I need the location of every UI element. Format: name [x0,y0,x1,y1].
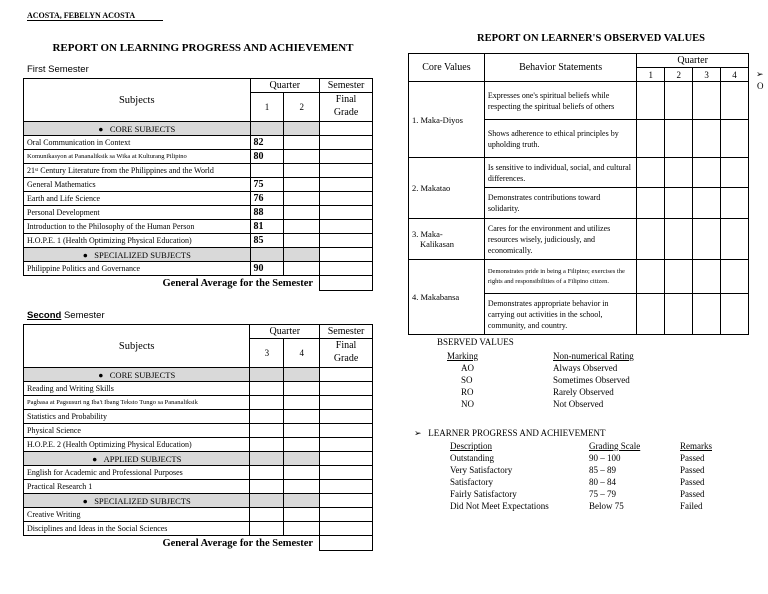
list-item: Fairly Satisfactory 75 – 79 Passed [450,489,705,499]
observed-values-legend [447,350,673,410]
applied-subjects-label: ● APPLIED SUBJECTS [24,452,250,466]
table-row: 1. Maka-Diyos Expresses one's spiritual beliefs while respecting the spiritual beliefs of others [409,82,749,120]
quarter-1-header: 1 [637,68,665,82]
list-item: Did Not Meet Expectations Below 75 Failed [450,501,703,511]
core-value-maka-diyos: 1. Maka-Diyos [409,82,485,158]
core-value-makabansa: 4. Makabansa [409,260,485,335]
table-row: 3. Maka- Kalikasan Cares for the environment and utilizes resources wisely, judiciously, and economically. [409,219,749,260]
table-row: Earth and Life Science 76 [24,192,373,206]
observed-values-table [408,53,749,335]
values-report-title: REPORT ON LEARNER'S OBSERVED VALUES [477,33,705,44]
second-semester-label: Second Semester [27,310,105,321]
first-semester-table [23,78,373,291]
quarter-3-header: 3 [250,339,284,368]
cut-off-arrow: ➢ [756,69,764,79]
observed-values-legend-title: BSERVED VALUES [437,337,514,347]
grading-scale-header: Grading Scale [589,441,641,451]
bullet-arrow-icon: ➢ [414,428,422,438]
core-subjects-label: ● CORE SUBJECTS [24,122,251,136]
marking-header: Marking [447,351,478,361]
table-row: Demonstrates contributions toward solidarity. [409,188,749,219]
core-value-maka-kalikasan: 3. Maka- Kalikasan [409,219,485,260]
general-average-value [320,276,373,291]
behavior-statements-header: Behavior Statements [484,54,636,82]
table-row: Creative Writing [24,508,373,522]
cut-off-letter: O [757,81,764,91]
semester-header: Semester [320,325,373,339]
general-average-label: General Average for the Semester [162,537,314,549]
table-row: Reading and Writing Skills [24,382,373,396]
student-name: ACOSTA, FEBELYN ACOSTA [27,11,163,21]
quarter-4-header: 4 [284,339,320,368]
final-grade-header: Final Grade [320,93,373,122]
table-row: Komunikasyon at Pananaliksik sa Wika at Kulturang Pilipino 80 [24,150,373,164]
table-row: English for Academic and Professional Purposes [24,466,373,480]
list-item: SO Sometimes Observed [461,375,630,385]
rating-header: Non-numerical Rating [553,351,634,361]
table-row: Demonstrates appropriate behavior in carrying out activities in the school, community, and country. [409,294,749,335]
general-average-label: General Average for the Semester [162,277,314,289]
core-subjects-label: ● CORE SUBJECTS [24,368,250,382]
progress-report-title: REPORT ON LEARNING PROGRESS AND ACHIEVEMENT [52,42,354,54]
specialized-subjects-label: ● SPECIALIZED SUBJECTS [24,494,250,508]
table-row: H.O.P.E. 2 (Health Optimizing Physical Education) [24,438,373,452]
description-header: Description [450,441,492,451]
table-row: Oral Communication in Context 82 [24,136,373,150]
achievement-legend [450,440,740,512]
remarks-header: Remarks [680,441,712,451]
quarter-1-header: 1 [250,93,284,122]
table-row: H.O.P.E. 1 (Health Optimizing Physical Education) 85 [24,234,373,248]
quarter-2-header: 2 [665,68,693,82]
table-row: 4. Makabansa Demonstrates pride in being a Filipino; exercises the rights and responsibilities of a Filipino citizen. [409,260,749,294]
subjects-header: Subjects [24,325,250,368]
table-row: Philippine Politics and Governance 90 [24,262,373,276]
list-item: Outstanding 90 – 100 Passed [450,453,705,463]
table-row: Shows adherence to ethical principles by upholding truth. [409,120,749,158]
general-average-value [320,536,373,551]
first-semester-label: First Semester [27,64,89,75]
quarter-header: Quarter [250,79,320,93]
subjects-header: Subjects [24,79,251,122]
table-row: General Mathematics 75 [24,178,373,192]
final-grade-header: Final Grade [320,339,373,368]
quarter-3-header: 3 [693,68,721,82]
list-item: AO Always Observed [461,363,618,373]
table-row: 2. Makatao Is sensitive to individual, social, and cultural differences. [409,158,749,188]
table-row: Statistics and Probability [24,410,373,424]
quarter-header: Quarter [250,325,320,339]
table-row: Introduction to the Philosophy of the Human Person 81 [24,220,373,234]
table-row: Practical Research 1 [24,480,373,494]
specialized-subjects-label: ● SPECIALIZED SUBJECTS [24,248,251,262]
achievement-legend-title: ➢ LEARNER PROGRESS AND ACHIEVEMENT [414,428,606,438]
list-item: Satisfactory 80 – 84 Passed [450,477,705,487]
table-row: Physical Science [24,424,373,438]
quarter-header: Quarter [637,54,749,68]
quarter-2-header: 2 [284,93,320,122]
table-row: 21ˢᵗ Century Literature from the Philippines and the World [24,164,373,178]
table-row: Personal Development 88 [24,206,373,220]
second-semester-table [23,324,373,551]
core-values-header: Core Values [409,54,485,82]
list-item: RO Rarely Observed [461,387,614,397]
quarter-4-header: 4 [721,68,749,82]
table-row: Pagbasa at Pagsusuri ng Iba't Ibang Teksto Tungo sa Pananaliksik [24,396,373,410]
list-item: NO Not Observed [461,399,604,409]
table-row: Disciplines and Ideas in the Social Sciences [24,522,373,536]
list-item: Very Satisfactory 85 – 89 Passed [450,465,705,475]
core-value-makatao: 2. Makatao [409,158,485,219]
semester-header: Semester [320,79,373,93]
